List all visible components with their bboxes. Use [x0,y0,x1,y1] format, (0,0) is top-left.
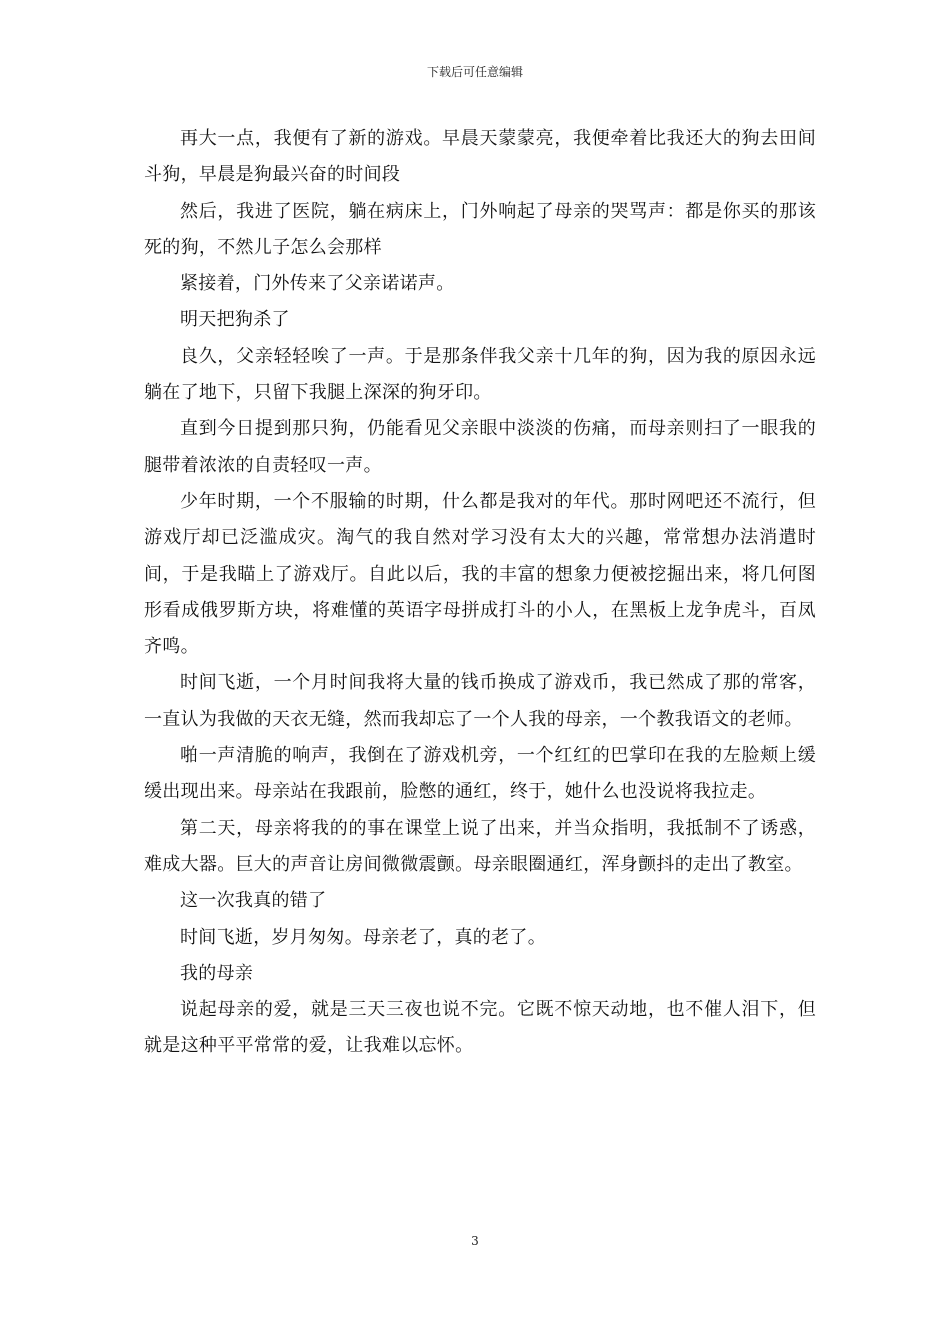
page-header: 下载后可任意编辑 [426,65,523,79]
paragraph: 明天把狗杀了 [180,309,290,331]
paragraph: 我的母亲 [180,962,254,984]
paragraph: 再大一点，我便有了新的游戏。早晨天蒙蒙亮，我便牵着比我还大的狗去田间斗狗，早晨是狗最兴奋的时间段 [144,128,816,186]
paragraph: 直到今日提到那只狗，仍能看见父亲眼中淡淡的伤痛，而母亲则扫了一眼我的腿带着浓浓的自责轻叹一声。 [144,418,816,476]
paragraph: 这一次我真的错了 [180,890,327,912]
paragraph: 啪一声清脆的响声，我倒在了游戏机旁，一个红红的巴掌印在我的左脸颊上缓缓出现出来。母亲站在我跟前，脸憋的通红，终于，她什么也没说将我拉走。 [144,745,816,803]
document-body [144,121,816,1065]
paragraph: 时间飞逝，岁月匆匆。母亲老了，真的老了。 [180,926,546,948]
paragraph: 少年时期，一个不服输的时期，什么都是我对的年代。那时网吧还不流行，但游戏厅却已泛滥成灾。淘气的我自然对学习没有太大的兴趣，常常想办法消遣时间，于是我瞄上了游戏厅。自此以后，我的丰富的想象力便被挖掘出来，将几何图形看成俄罗斯方块，将难懂的英语字母拼成打斗的小人，在黑板上龙争虎斗，百凤齐鸣。 [144,490,816,658]
paragraph: 然后，我进了医院，躺在病床上，门外响起了母亲的哭骂声：都是你买的那该死的狗，不然儿子怎么会那样 [144,200,816,258]
paragraph: 第二天，母亲将我的的事在课堂上说了出来，并当众指明，我抵制不了诱惑，难成大器。巨大的声音让房间微微震颤。母亲眼圈通红，浑身颤抖的走出了教室。 [144,817,816,875]
paragraph: 说起母亲的爱，就是三天三夜也说不完。它既不惊天动地，也不催人泪下，但就是这种平平常常的爱，让我难以忘怀。 [144,999,816,1057]
page-number: 3 [471,1234,479,1248]
paragraph: 时间飞逝，一个月时间我将大量的钱币换成了游戏币，我已然成了那的常客，一直认为我做的天衣无缝，然而我却忘了一个人我的母亲，一个教我语文的老师。 [144,672,816,730]
paragraph: 良久，父亲轻轻唉了一声。于是那条伴我父亲十几年的狗，因为我的原因永远躺在了地下，只留下我腿上深深的狗牙印。 [144,345,816,404]
paragraph: 紧接着，门外传来了父亲诺诺声。 [180,273,455,295]
